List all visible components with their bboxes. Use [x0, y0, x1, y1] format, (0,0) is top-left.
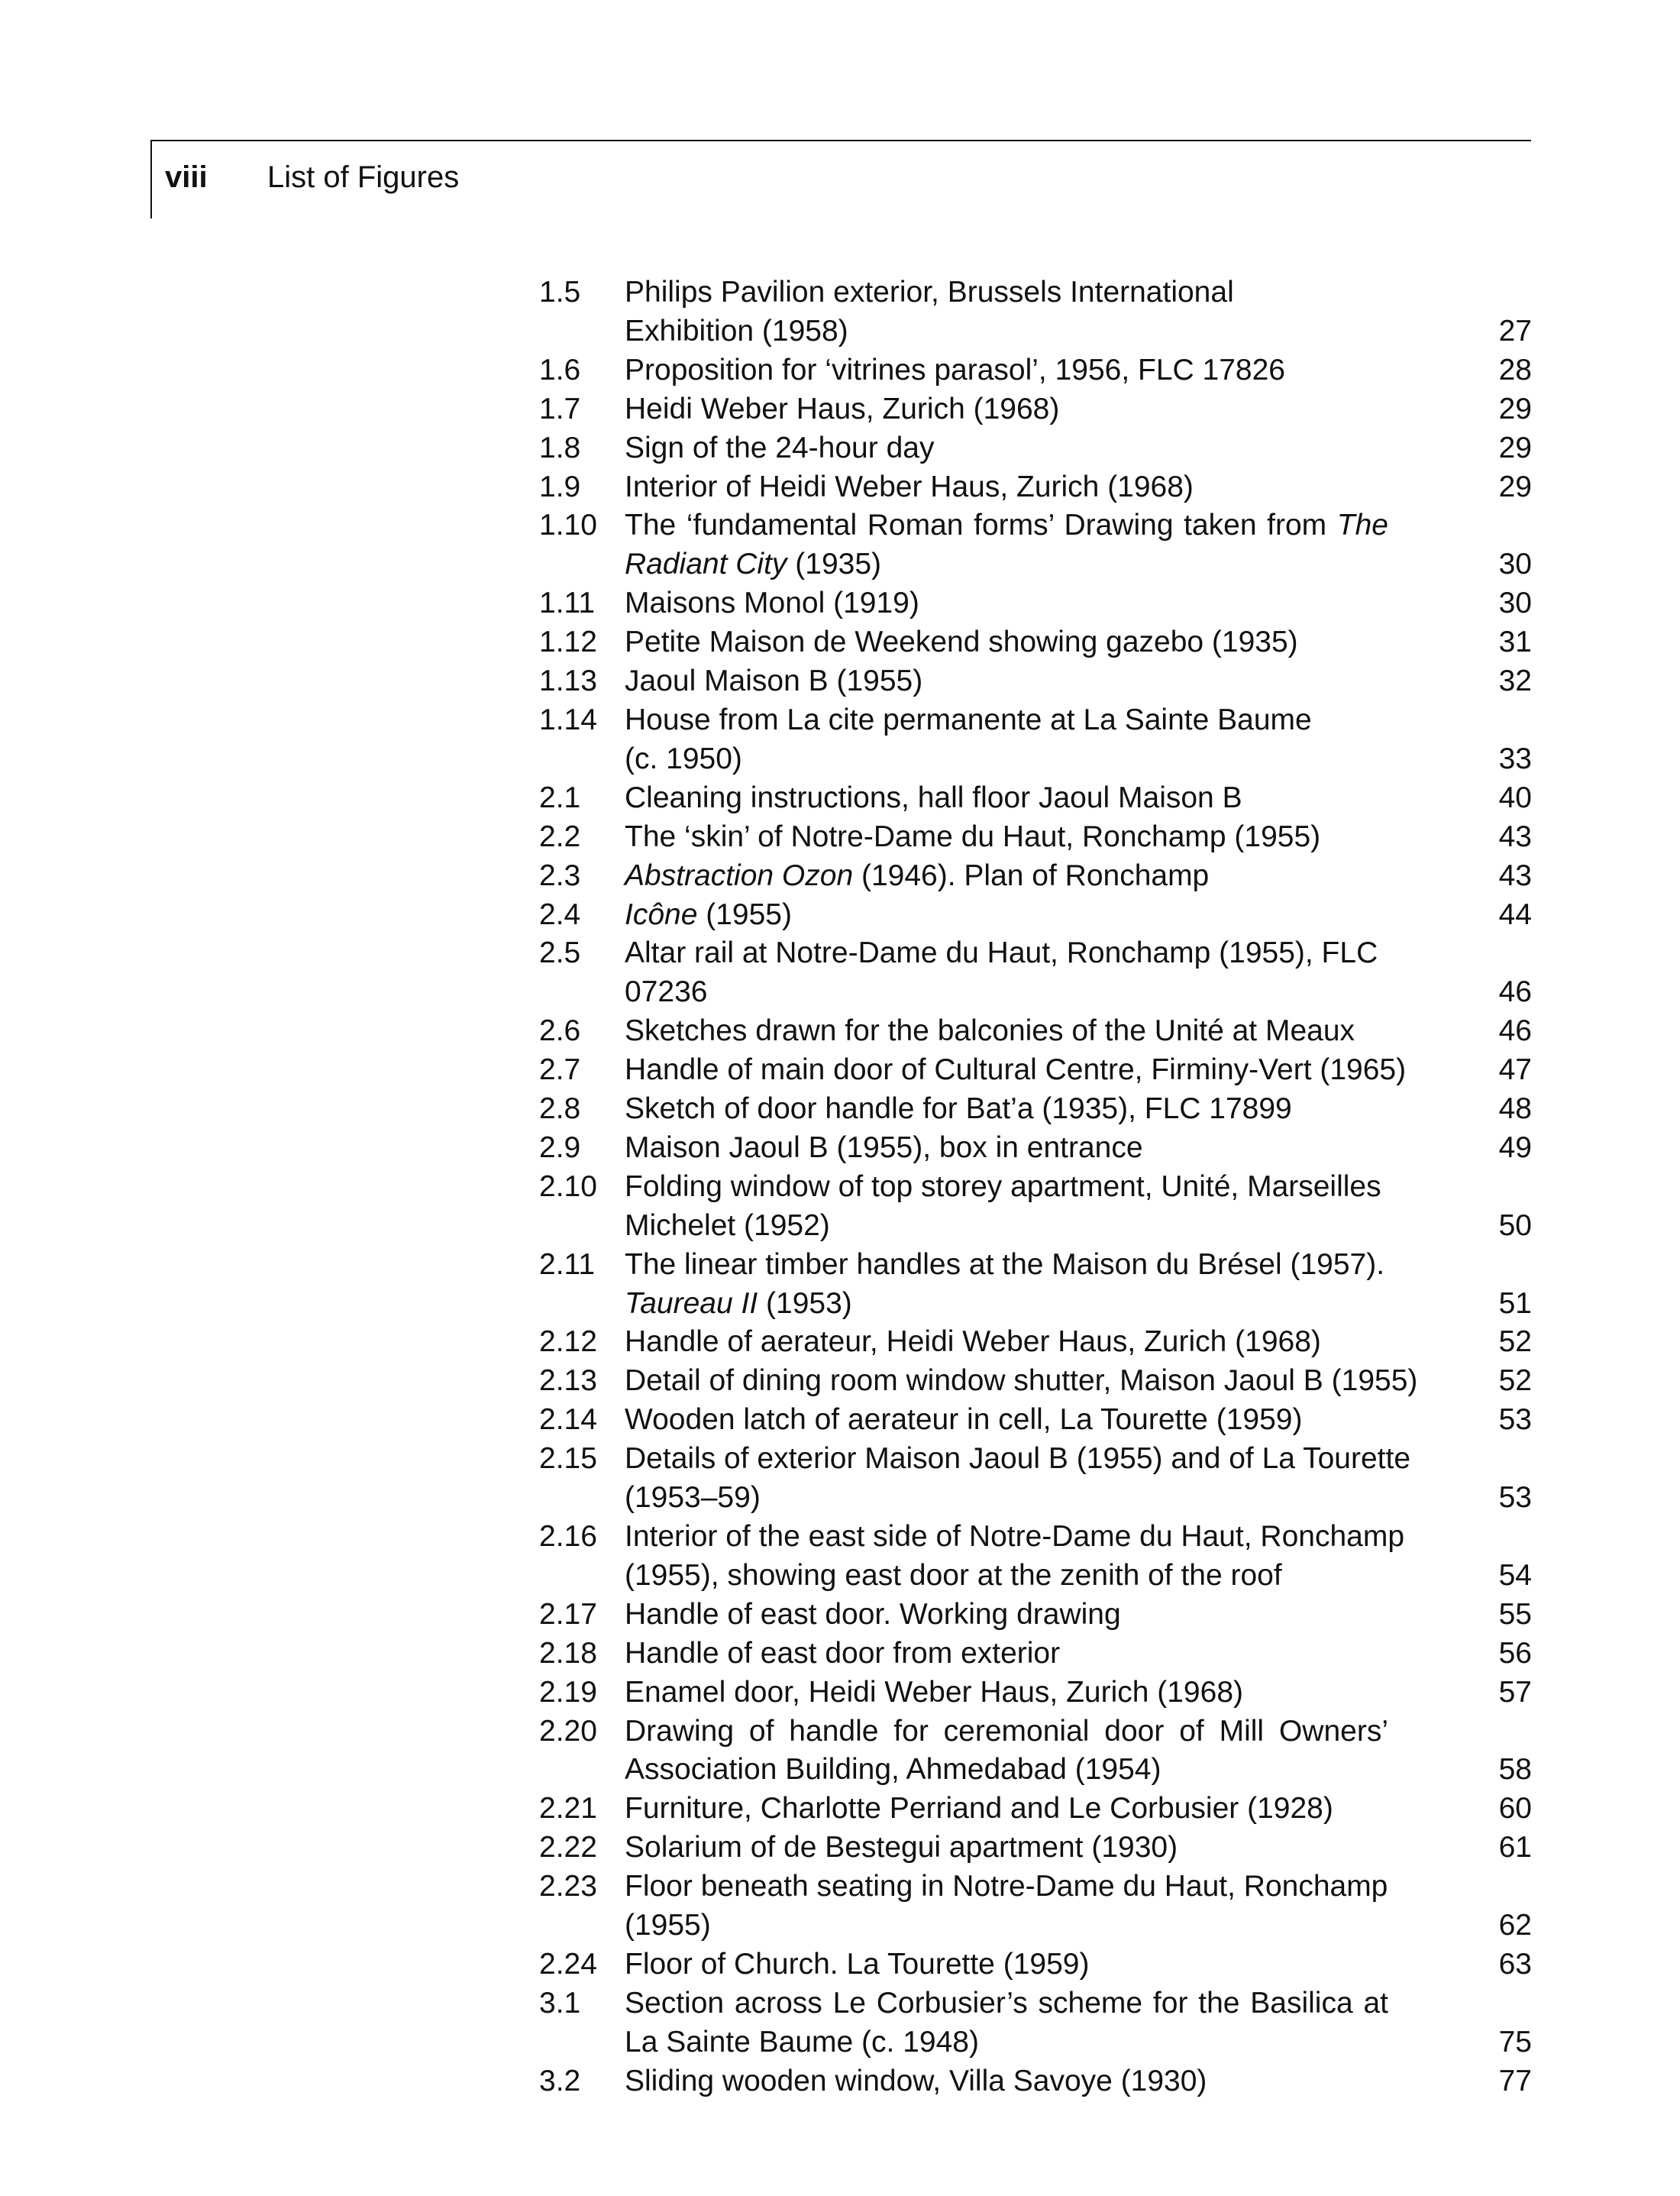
figure-entry	[539, 1051, 1532, 1090]
figure-title: Floor of Church. La Tourette (1959)	[625, 1947, 1090, 1981]
figure-number: 1.6	[539, 353, 581, 386]
figure-page: 49	[1498, 1130, 1532, 1164]
figure-number: 2.22	[539, 1831, 597, 1864]
figure-entry	[539, 896, 1532, 935]
figure-number: 2.9	[539, 1130, 581, 1164]
figure-page: 53	[1498, 1481, 1532, 1515]
figure-number: 1.7	[539, 392, 581, 425]
figure-page: 77	[1498, 2064, 1532, 2097]
figure-entry	[539, 623, 1532, 662]
figure-entry	[539, 857, 1532, 896]
figure-page: 52	[1498, 1364, 1532, 1398]
figure-page: 29	[1498, 431, 1532, 464]
figure-page: 28	[1498, 353, 1532, 386]
figure-page: 33	[1498, 742, 1532, 775]
figure-number: 2.8	[539, 1092, 581, 1126]
figure-number: 2.24	[539, 1947, 597, 1981]
figure-title: Folding window of top storey apartment, Unité, Marseilles Michelet (1952)	[625, 1169, 1381, 1242]
figure-entry	[539, 1246, 1532, 1324]
figure-title: Sliding wooden window, Villa Savoye (1930)	[625, 2064, 1207, 2097]
figure-number: 1.14	[539, 703, 597, 736]
figure-title: Furniture, Charlotte Perriand and Le Corbusier (1928)	[625, 1792, 1333, 1826]
figure-page: 51	[1498, 1286, 1532, 1320]
figure-number: 2.10	[539, 1169, 597, 1203]
figure-number: 2.12	[539, 1325, 597, 1359]
figure-title: The linear timber handles at the Maison du Brésel (1957). Taureau II (1953)	[625, 1247, 1385, 1320]
figure-entry	[539, 506, 1532, 584]
figure-page: 57	[1498, 1675, 1532, 1709]
figure-number: 1.10	[539, 509, 597, 542]
figure-entry	[539, 1362, 1532, 1401]
figure-entry	[539, 1440, 1532, 1518]
figure-number: 1.9	[539, 470, 581, 503]
figure-title: Solarium of de Bestegui apartment (1930)	[625, 1831, 1178, 1864]
figure-page: 50	[1498, 1208, 1532, 1242]
figure-title: Petite Maison de Weekend showing gazebo (1935)	[625, 626, 1298, 659]
figure-page: 31	[1498, 626, 1532, 659]
figure-entry	[539, 1868, 1532, 1945]
figure-entry	[539, 351, 1532, 390]
figure-entry	[539, 1790, 1532, 1829]
figure-page: 27	[1498, 314, 1532, 348]
figure-title: Heidi Weber Haus, Zurich (1968)	[625, 392, 1060, 425]
header-rule	[150, 140, 1531, 141]
figure-number: 2.3	[539, 859, 581, 892]
figure-page: 62	[1498, 1909, 1532, 1942]
figure-title: Maison Jaoul B (1955), box in entrance	[625, 1130, 1143, 1164]
figure-number: 1.11	[539, 587, 596, 620]
figure-entry	[539, 1012, 1532, 1051]
figure-number: 2.18	[539, 1636, 597, 1670]
figure-entry	[539, 1401, 1532, 1440]
figure-title: Floor beneath seating in Notre-Dame du Haut, Ronchamp (1955)	[625, 1870, 1388, 1942]
figure-title: Altar rail at Notre-Dame du Haut, Ronchamp (1955), FLC 07236	[625, 936, 1378, 1009]
figure-title: Icône (1955)	[625, 897, 792, 931]
figure-title: Cleaning instructions, hall floor Jaoul Maison B	[625, 781, 1242, 814]
figure-title: Details of exterior Maison Jaoul B (1955) and of La Tourette (1953–59)	[625, 1442, 1411, 1515]
figure-page: 30	[1498, 548, 1532, 581]
figure-page: 29	[1498, 392, 1532, 425]
figure-title: Enamel door, Heidi Weber Haus, Zurich (1968)	[625, 1675, 1243, 1709]
figure-title: Philips Pavilion exterior, Brussels International Exhibition (1958)	[625, 276, 1234, 348]
figure-page: 47	[1498, 1053, 1532, 1087]
figure-page: 29	[1498, 470, 1532, 503]
figure-number: 2.15	[539, 1442, 597, 1476]
figure-title: Sketch of door handle for Bat’a (1935), FLC 17899	[625, 1092, 1292, 1126]
figure-entry	[539, 1518, 1532, 1596]
figure-number: 3.1	[539, 1986, 581, 2020]
figure-entry	[539, 779, 1532, 818]
figure-page: 32	[1498, 665, 1532, 698]
figure-entry	[539, 1829, 1532, 1868]
figure-page: 46	[1498, 1014, 1532, 1048]
figure-number: 2.1	[539, 781, 581, 814]
figure-entry	[539, 662, 1532, 701]
figure-entry	[539, 390, 1532, 429]
figure-page: 52	[1498, 1325, 1532, 1359]
page-number: viii	[165, 160, 208, 194]
figure-number: 2.19	[539, 1675, 597, 1709]
figure-entry	[539, 273, 1532, 351]
figure-number: 2.11	[539, 1247, 596, 1281]
figure-number: 2.17	[539, 1597, 597, 1631]
figure-entry	[539, 1090, 1532, 1129]
figure-number: 1.13	[539, 665, 597, 698]
figure-title: Proposition for ‘vitrines parasol’, 1956, FLC 17826	[625, 353, 1285, 386]
figure-title: The ‘skin’ of Notre-Dame du Haut, Ronchamp (1955)	[625, 820, 1321, 853]
header-rule-vertical	[150, 140, 152, 218]
figure-page: 44	[1498, 897, 1532, 931]
running-head: List of Figures	[267, 160, 460, 194]
figure-entry	[539, 2062, 1532, 2101]
figure-page: 46	[1498, 975, 1532, 1009]
figure-title: Abstraction Ozon (1946). Plan of Ronchamp	[625, 859, 1210, 892]
figure-entry	[539, 1635, 1532, 1674]
figure-number: 1.8	[539, 431, 581, 464]
figure-number: 2.4	[539, 897, 581, 931]
figure-title: Interior of Heidi Weber Haus, Zurich (1968)	[625, 470, 1194, 503]
figure-entry	[539, 701, 1532, 779]
figure-entry	[539, 1984, 1532, 2062]
figure-page: 58	[1498, 1753, 1532, 1787]
figure-title: Sketches drawn for the balconies of the Unité at Meaux	[625, 1014, 1355, 1048]
figure-entry	[539, 1945, 1532, 1984]
figure-page: 48	[1498, 1092, 1532, 1126]
figure-number: 2.23	[539, 1870, 597, 1903]
figure-page: 54	[1498, 1558, 1532, 1592]
figure-page: 63	[1498, 1947, 1532, 1981]
figure-title: Handle of main door of Cultural Centre, Firminy-Vert (1965)	[625, 1053, 1407, 1087]
figure-page: 40	[1498, 781, 1532, 814]
figure-entry	[539, 1129, 1532, 1168]
figure-number: 1.5	[539, 276, 581, 309]
figure-title: Detail of dining room window shutter, Maison Jaoul B (1955)	[625, 1364, 1418, 1398]
figure-page: 75	[1498, 2025, 1532, 2059]
figure-page: 55	[1498, 1597, 1532, 1631]
figure-entry	[539, 429, 1532, 468]
figure-entry	[539, 1674, 1532, 1712]
figure-title: Handle of east door from exterior	[625, 1636, 1061, 1670]
figure-entry	[539, 818, 1532, 857]
figure-number: 1.12	[539, 626, 597, 659]
figure-number: 2.16	[539, 1520, 597, 1553]
figure-entry	[539, 1596, 1532, 1635]
figure-number: 2.5	[539, 936, 581, 970]
figure-title: Jaoul Maison B (1955)	[625, 665, 923, 698]
figure-entry	[539, 1712, 1532, 1790]
figure-entry	[539, 1168, 1532, 1246]
figure-page: 53	[1498, 1403, 1532, 1437]
figure-number: 3.2	[539, 2064, 581, 2097]
figure-page: 56	[1498, 1636, 1532, 1670]
figure-title: Section across Le Corbusier’s scheme for the Basilica at La Sainte Baume (c. 1948)	[625, 1986, 1388, 2059]
figure-title: Interior of the east side of Notre-Dame du Haut, Ronchamp (1955), showing east door at the zenith of the roof	[625, 1520, 1405, 1592]
figure-number: 2.21	[539, 1792, 597, 1826]
figure-entry	[539, 584, 1532, 623]
figure-entry	[539, 1323, 1532, 1362]
figure-title: Handle of east door. Working drawing	[625, 1597, 1121, 1631]
figure-number: 2.14	[539, 1403, 597, 1437]
figure-number: 2.2	[539, 820, 581, 853]
figure-page: 43	[1498, 820, 1532, 853]
figure-page: 43	[1498, 859, 1532, 892]
figure-title: The ‘fundamental Roman forms’ Drawing taken from The Radiant City (1935)	[625, 509, 1388, 581]
figure-number: 2.6	[539, 1014, 581, 1048]
figure-number: 2.20	[539, 1714, 597, 1748]
figure-title: Maisons Monol (1919)	[625, 587, 919, 620]
figure-entry	[539, 468, 1532, 507]
figure-title: Wooden latch of aerateur in cell, La Tourette (1959)	[625, 1403, 1303, 1437]
figure-page: 30	[1498, 587, 1532, 620]
figure-page: 60	[1498, 1792, 1532, 1826]
figure-number: 2.13	[539, 1364, 597, 1398]
figure-number: 2.7	[539, 1053, 581, 1087]
figure-entry	[539, 934, 1532, 1012]
figure-title: Drawing of handle for ceremonial door of Mill Owners’ Association Building, Ahmedabad (1954)	[625, 1714, 1388, 1787]
figure-title: Sign of the 24-hour day	[625, 431, 935, 464]
list-of-figures	[539, 273, 1532, 2101]
figure-page: 61	[1498, 1831, 1532, 1864]
figure-title: House from La cite permanente at La Sainte Baume (c. 1950)	[625, 703, 1312, 775]
figure-title: Handle of aerateur, Heidi Weber Haus, Zurich (1968)	[625, 1325, 1321, 1359]
